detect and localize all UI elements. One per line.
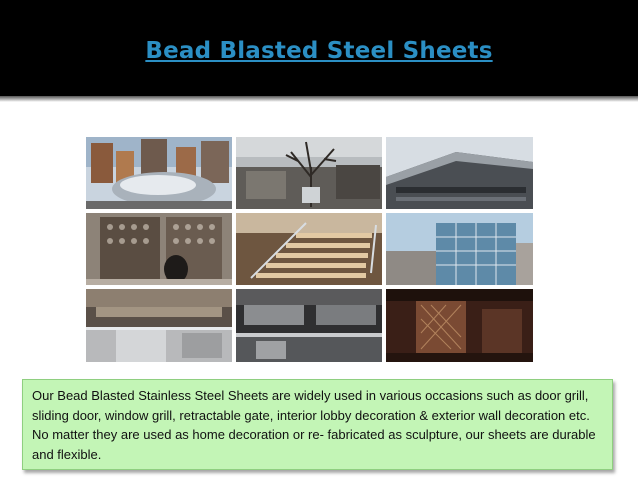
photo-winter-plaza	[236, 137, 382, 209]
photo-steel-kitchen	[86, 289, 232, 362]
photo-glass-building	[386, 213, 533, 285]
photo-staircase	[236, 213, 382, 285]
photo-grid	[86, 137, 533, 362]
photo-kitchen-counters	[236, 289, 382, 362]
photo-bean-sculpture	[86, 137, 232, 209]
title-divider	[0, 96, 638, 102]
photo-restaurant-interior	[386, 289, 533, 362]
photo-decorative-panel	[86, 213, 232, 285]
photo-angular-facade	[386, 137, 533, 209]
slide-title: Bead Blasted Steel Sheets	[145, 38, 493, 64]
caption-text: Our Bead Blasted Stainless Steel Sheets are widely used in various occasions such as door grill, sliding door, window grill, retractable gate, interior lobby decoration & exterior wall decoration etc. No matter they are used as home decoration or re- fabricated as sculpture, our sheets are durable and flexible.	[32, 388, 596, 462]
caption-box	[22, 379, 613, 470]
